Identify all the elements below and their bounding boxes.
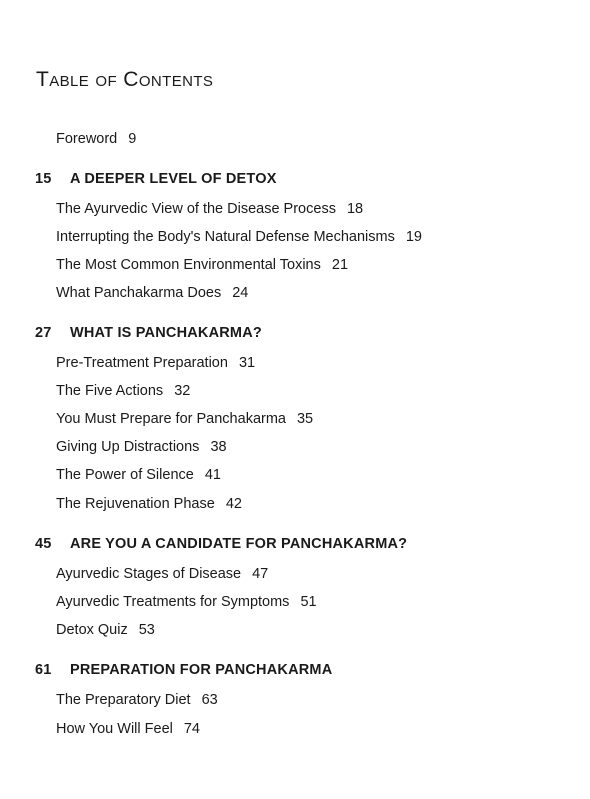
toc-entry-foreword[interactable] (56, 131, 136, 147)
entry-title: The Ayurvedic View of the Disease Process (56, 201, 336, 217)
chapter-title: A DEEPER LEVEL OF DETOX (70, 171, 277, 187)
entry-title: You Must Prepare for Panchakarma (56, 411, 286, 427)
entry-title: Giving Up Distractions (56, 439, 200, 455)
chapter-title: WHAT IS PANCHAKARMA? (70, 325, 262, 341)
toc-entry[interactable] (56, 439, 227, 455)
entry-page-number: 74 (183, 721, 200, 737)
chapter-title: ARE YOU A CANDIDATE FOR PANCHAKARMA? (70, 536, 408, 552)
entry-page-number: 53 (138, 622, 155, 638)
entry-page-number: 38 (210, 439, 227, 455)
toc-entry[interactable] (56, 383, 190, 399)
toc-entry[interactable] (56, 566, 268, 582)
toc-chapter[interactable] (35, 536, 407, 552)
entry-page-number: 63 (201, 692, 218, 708)
entry-title: What Panchakarma Does (56, 285, 222, 301)
entry-page-number: 41 (204, 467, 221, 483)
entry-title: Pre-Treatment Preparation (56, 355, 228, 371)
toc-entry[interactable] (56, 229, 422, 245)
chapter-page-number: 27 (35, 325, 52, 341)
toc-chapter[interactable] (35, 662, 332, 678)
entry-page-number: 51 (300, 594, 317, 610)
chapter-title: PREPARATION FOR PANCHAKARMA (70, 662, 333, 678)
entry-page-number: 9 (128, 131, 137, 147)
toc-entry[interactable] (56, 355, 255, 371)
toc-entry[interactable] (56, 257, 348, 273)
toc-entry[interactable] (56, 721, 200, 737)
entry-title: Foreword (56, 131, 118, 147)
toc-entry[interactable] (56, 201, 363, 217)
entry-title: The Power of Silence (56, 467, 194, 483)
toc-entry[interactable] (56, 285, 248, 301)
chapter-page-number: 61 (35, 662, 52, 678)
entry-page-number: 31 (238, 355, 256, 371)
entry-page-number: 24 (232, 285, 249, 301)
toc-entry[interactable] (56, 467, 221, 483)
entry-title: Ayurvedic Stages of Disease (56, 566, 242, 582)
entry-title: Interrupting the Body's Natural Defense Mechanisms (56, 229, 395, 245)
entry-page-number: 19 (405, 229, 422, 245)
toc-entry[interactable] (56, 411, 313, 427)
toc-entry[interactable] (56, 496, 242, 512)
entry-page-number: 21 (331, 257, 349, 273)
toc-chapter[interactable] (35, 171, 277, 187)
entry-page-number: 42 (225, 496, 242, 512)
entry-title: The Preparatory Diet (56, 692, 191, 708)
toc-entry[interactable] (56, 692, 218, 708)
chapter-page-number: 15 (35, 171, 52, 187)
entry-page-number: 32 (174, 383, 191, 399)
toc-entry[interactable] (56, 594, 317, 610)
entry-title: The Rejuvenation Phase (56, 496, 215, 512)
page-title: Table of Contents (36, 68, 214, 91)
chapter-page-number: 45 (35, 536, 52, 552)
toc-chapter[interactable] (35, 325, 262, 341)
entry-title: Detox Quiz (56, 622, 128, 638)
entry-title: How You Will Feel (56, 721, 173, 737)
entry-page-number: 35 (296, 411, 314, 427)
entry-title: The Five Actions (56, 383, 164, 399)
entry-page-number: 47 (252, 566, 269, 582)
entry-title: Ayurvedic Treatments for Symptoms (56, 594, 290, 610)
toc-entry[interactable] (56, 622, 155, 638)
entry-title: The Most Common Environmental Toxins (56, 257, 321, 273)
entry-page-number: 18 (346, 201, 364, 217)
